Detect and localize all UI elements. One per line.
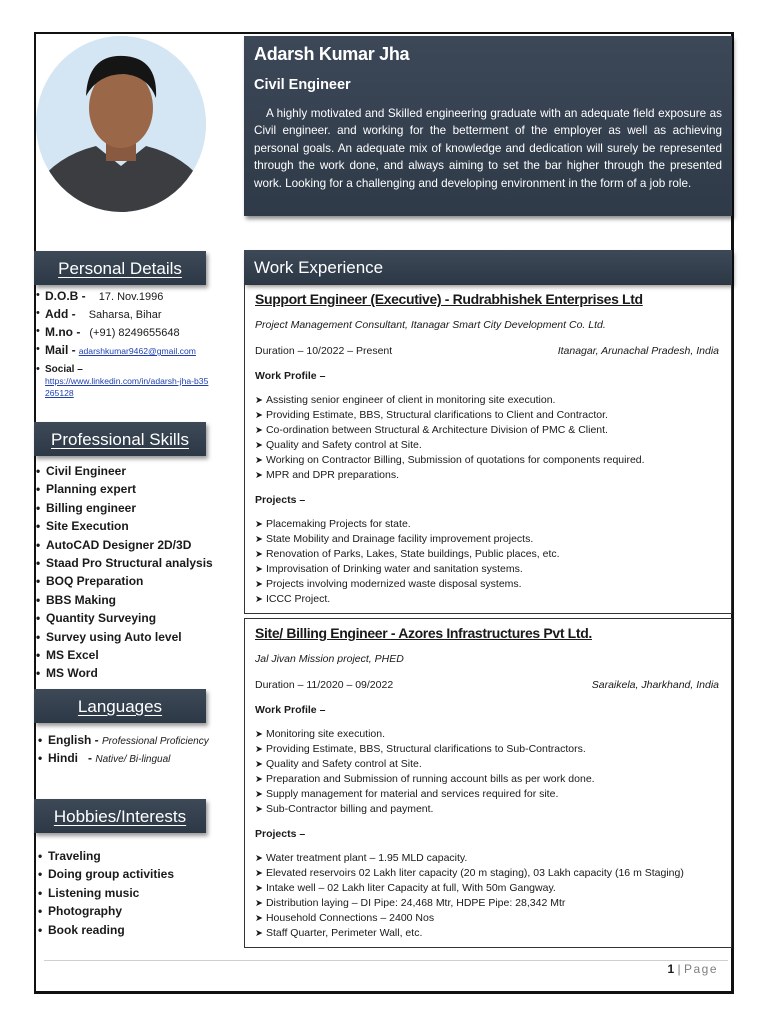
projects-label: Projects – [255,828,306,840]
project-item [255,896,721,911]
job-duration-row [255,345,721,359]
hobby-item: • Doing group activities [38,865,174,883]
work-profile-item-text: Co-ordination between Structural & Architecture Division of PMC & Client. [265,424,608,436]
project-item-text: Elevated reservoirs 02 Lakh liter capacity (20 m staging), 03 Lakh capacity (16 m Staging) [265,867,684,879]
project-item-text: State Mobility and Drainage facility improvement projects. [265,533,534,545]
skills-list [36,462,213,683]
work-profile-item [255,408,721,423]
language-item [38,731,209,749]
job-title: Site/ Billing Engineer - Azores Infrastructures Pvt Ltd. [255,625,592,641]
projects-label: Projects – [255,494,306,506]
skill-item: • Planning expert [36,480,213,498]
hobbies-list [38,847,174,939]
skill-item: • Staad Pro Structural analysis [36,554,213,572]
project-item [255,866,721,881]
address-label: Add - [45,307,76,321]
job-organization: Jal Jivan Mission project, PHED [255,653,404,665]
project-item-text: Water treatment plant – 1.95 MLD capacity. [265,852,468,864]
project-item [255,547,721,562]
work-profile-list [255,393,721,483]
skill-item: • Billing engineer [36,499,213,517]
project-item [255,881,721,896]
social-item [36,363,236,399]
skill-item: • Civil Engineer [36,462,213,480]
projects-list [255,517,721,607]
work-experience-heading [244,250,732,284]
work-profile-item [255,772,721,787]
work-profile-item-text: Sub-Contractor billing and payment. [265,803,434,815]
mobile-label: M.no - [45,325,81,339]
job-entry [244,284,732,614]
skill-item: • BBS Making [36,591,213,609]
work-profile-item-text: Preparation and Submission of running account bills as per work done. [265,773,595,785]
job-duration: Duration – 11/2020 – 09/2022 [255,679,394,691]
work-experience-heading-text: Work Experience [254,258,384,277]
candidate-title: Civil Engineer [254,77,351,93]
candidate-name: Adarsh Kumar Jha [254,44,410,64]
project-item [255,562,721,577]
professional-skills-heading [34,422,206,456]
project-item-text: Staff Quarter, Perimeter Wall, etc. [265,927,423,939]
work-profile-item-text: Monitoring site execution. [265,728,386,740]
project-item [255,592,721,607]
project-item [255,911,721,926]
project-item-text: Household Connections – 2400 Nos [265,912,435,924]
work-profile-item [255,742,721,757]
work-profile-item [255,438,721,453]
work-profile-item [255,787,721,802]
project-item-text: Renovation of Parks, Lakes, State buildings, Public places, etc. [265,548,560,560]
mail-item [36,343,236,363]
dob-value: 17. Nov.1996 [98,291,164,303]
project-item [255,577,721,592]
mobile-item [36,325,236,343]
page-separator: | [674,962,684,976]
job-duration-row [255,679,721,693]
work-profile-list [255,727,721,817]
professional-skills-heading-text: Professional Skills [51,430,189,449]
work-profile-item-text: Quality and Safety control at Site. [265,439,422,451]
skill-item: • Site Execution [36,517,213,535]
work-profile-item [255,453,721,468]
project-item-text: Placemaking Projects for state. [265,518,411,530]
profile-summary: A highly motivated and Skilled engineering graduate with an adequate field exposure as Civil engineer. and working for the betterment of the employer as well as achieving personal goals. An adequate mix of knowledge and dedication will surely be represented through the work done, and always aiming to set the bar higher through the presented work. Looking for a challenging and developing environment in the form of a job role. [254,107,722,190]
address-value: Saharsa, Bihar [88,309,162,321]
hobby-item: • Photography [38,902,174,920]
header-banner [244,36,732,216]
project-item [255,532,721,547]
linkedin-link[interactable]: https://www.linkedin.com/in/adarsh-jha-b35265128 [45,376,209,398]
social-label: Social – [45,364,83,375]
language-separator: - [78,751,96,766]
project-item-text: Distribution laying – DI Pipe: 24,468 Mtr, HDPE Pipe: 28,342 Mtr [265,897,566,909]
work-profile-item-text: Providing Estimate, BBS, Structural clarifications to Client and Contractor. [265,409,608,421]
language-level: Professional Proficiency [102,736,209,747]
address-item [36,307,236,325]
skill-item: • MS Excel [36,646,213,664]
project-item [255,517,721,532]
project-item-text: Projects involving modernized waste disposal systems. [265,578,522,590]
hobby-item: • Traveling [38,847,174,865]
page-label: Page [683,962,718,976]
personal-details-heading-text: Personal Details [58,259,182,278]
work-profile-item [255,393,721,408]
dob-label: D.O.B - [45,289,86,303]
skill-item: • AutoCAD Designer 2D/3D [36,536,213,554]
job-organization: Project Management Consultant, Itanagar Smart City Development Co. Ltd. [255,319,606,331]
projects-list [255,851,721,941]
work-profile-item [255,802,721,817]
hobbies-heading [34,799,206,833]
work-profile-item [255,423,721,438]
mail-label: Mail - [45,343,76,357]
personal-details-list [36,289,236,399]
page-footer [667,962,718,976]
project-item-text: Improvisation of Drinking water and sanitation systems. [265,563,523,575]
job-duration: Duration – 10/2022 – Present [255,345,393,357]
job-location: Itanagar, Arunachal Pradesh, India [557,345,719,357]
hobby-item: • Listening music [38,884,174,902]
work-profile-item-text: Working on Contractor Billing, Submission of quotations for components required. [265,454,645,466]
email-link[interactable]: adarshkumar9462@gmail.com [78,346,196,356]
mobile-value: (+91) 8249655648 [89,327,180,339]
skill-item: • Survey using Auto level [36,628,213,646]
work-profile-item [255,468,721,483]
personal-details-heading [34,251,206,285]
job-entry [244,618,732,948]
footer-divider [44,960,728,961]
language-name: English [48,733,92,747]
language-name: Hindi [48,751,78,766]
skill-item: • Quantity Surveying [36,609,213,627]
languages-heading-text: Languages [77,697,163,716]
project-item [255,851,721,866]
work-profile-item-text: Quality and Safety control at Site. [265,758,422,770]
work-profile-item [255,757,721,772]
project-item-text: ICCC Project. [265,593,331,605]
project-item [255,926,721,941]
hobbies-heading-text: Hobbies/Interests [53,807,187,826]
language-level: Native/ Bi-lingual [95,754,171,766]
work-profile-item-text: MPR and DPR preparations. [265,469,400,481]
language-separator: - [91,733,103,747]
work-profile-item-text: Providing Estimate, BBS, Structural clarifications to Sub-Contractors. [265,743,586,755]
skill-item: • BOQ Preparation [36,572,213,590]
work-profile-item [255,727,721,742]
work-profile-label: Work Profile – [255,370,326,382]
work-profile-item-text: Supply management for material and services required for site. [265,788,559,800]
job-title: Support Engineer (Executive) - Rudrabhishek Enterprises Ltd [255,291,643,307]
languages-list [38,731,209,768]
job-location: Saraikela, Jharkhand, India [591,679,719,691]
page-number: 1 [667,962,675,976]
work-profile-item-text: Assisting senior engineer of client in monitoring site execution. [265,394,556,406]
hobby-item: • Book reading [38,921,174,939]
dob-item [36,289,236,307]
project-item-text: Intake well – 02 Lakh liter Capacity at full, With 50m Gangway. [265,882,556,894]
languages-heading [34,689,206,723]
skill-item: • MS Word [36,664,213,682]
profile-photo [36,36,206,212]
work-profile-label: Work Profile – [255,704,326,716]
language-item [38,749,209,767]
